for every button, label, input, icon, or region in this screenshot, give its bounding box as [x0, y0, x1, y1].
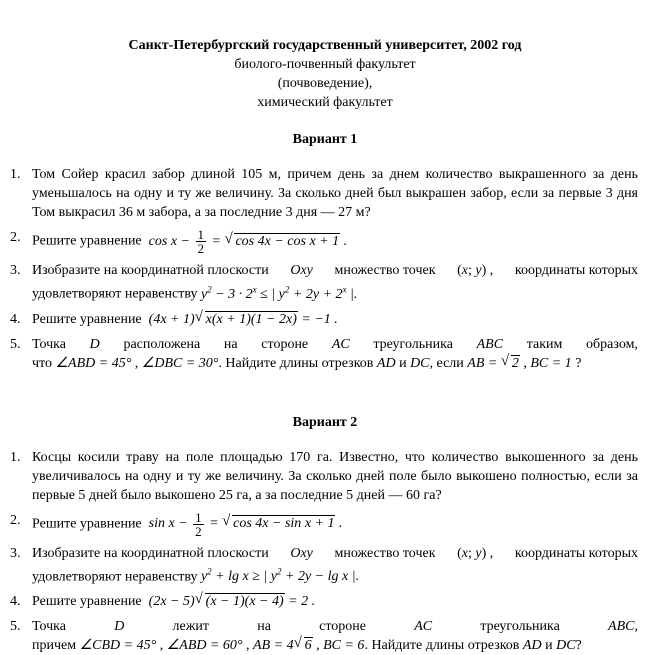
problem-number: 1. [10, 449, 21, 465]
problem-item [10, 592, 640, 611]
university-title: Санкт-Петербургский государственный университет, 2002 год [128, 38, 522, 53]
problem-text: Решите уравнение cos x − $\frac{1}{2}$ = √ cos 4x − cos x + 1 . [32, 228, 640, 255]
problem-item [10, 228, 640, 255]
problem-number: 4. [10, 594, 21, 610]
problem-item [10, 544, 640, 587]
problem-text: Точка D расположена на стороне AC треугольника ABC таким образом, что ∠ABD = 45° , ∠DBC = 30°. Найдите длины отрезков AD и DC, если AB = √ 2 , BC = 1 ? [32, 335, 640, 373]
faculty-line-3: химический факультет [257, 95, 393, 110]
faculty-line-2: (почвоведение), [277, 76, 373, 91]
problem-number: 5. [10, 619, 21, 635]
problem-item [10, 310, 640, 329]
problem-number: 2. [10, 230, 21, 245]
variant-1-title: Вариант 1 [292, 132, 358, 147]
problem-item [10, 261, 640, 304]
problem-number: 5. [10, 336, 21, 352]
problem-text: Изобразите на координатной плоскости Oxy множество точек (x; y) , координаты которых удовлетворяют неравенству $y^2 - 3 \cdot 2^x$ ≤ | $y^2 + 2y + 2^x$ |. [32, 263, 638, 302]
equation: cos x − $\frac{1}{2}$ = √ cos 4x − cos x + 1 . [145, 234, 347, 249]
problem-item [10, 165, 640, 222]
variant-2-problems [10, 448, 640, 655]
problem-text: Точка D лежит на стороне AC треугольника ABC, причем ∠CBD = 45° , ∠ABD = 60° , AB = 4√ 6 , BC = 6. Найдите длины отрезков AD и DC? [32, 617, 640, 655]
problem-item [10, 617, 640, 655]
variant-2-title: Вариант 2 [292, 414, 358, 430]
problem-text: Решите уравнение sin x − $\frac{1}{2}$ = √ cos 4x − sin x + 1 . [32, 511, 640, 538]
variant-1-problems [10, 165, 640, 373]
problem-text: Решите уравнение (4x + 1)√ x(x + 1)(1 − 2x) = −1 . [32, 310, 640, 329]
problem-item [10, 335, 640, 373]
document-header [10, 36, 640, 112]
problem-number: 3. [10, 263, 21, 278]
problem-number: 3. [10, 545, 21, 561]
problem-text: Решите уравнение (2x − 5)√ (x − 1)(x − 4) = 2 . [32, 592, 640, 611]
problem-text: Том Сойер красил забор длиной 105 м, причем день за днем количество выкрашенного за день уменьшалось на одну и ту же величину. За сколько дней был выкрашен забор, если за первые 3 дня Том выкрасил 36 м забора, а за последние 3 дня — 27 м? [32, 167, 638, 220]
problem-text: Косцы косили траву на поле площадью 170 га. Известно, что количество выкошенного за день увеличивалось на одну и ту же величину. За сколько дней поле было выкошено полностью, если за первые 5 дней было выкошено 25 га, а за последние 5 дней — 60 га? [32, 449, 638, 503]
problem-item [10, 511, 640, 538]
problem-number: 4. [10, 311, 21, 327]
problem-item [10, 448, 640, 505]
problem-text: Изобразите на координатной плоскости Oxy множество точек (x; y) , координаты которых удовлетворяют неравенству $y^2 + \lg x$ ≥ | $y^2 + 2y - \lg x$ |. [32, 545, 638, 585]
faculty-line-1: биолого-почвенный факультет [234, 57, 416, 72]
problem-number: 2. [10, 512, 21, 528]
problem-number: 1. [10, 167, 21, 182]
